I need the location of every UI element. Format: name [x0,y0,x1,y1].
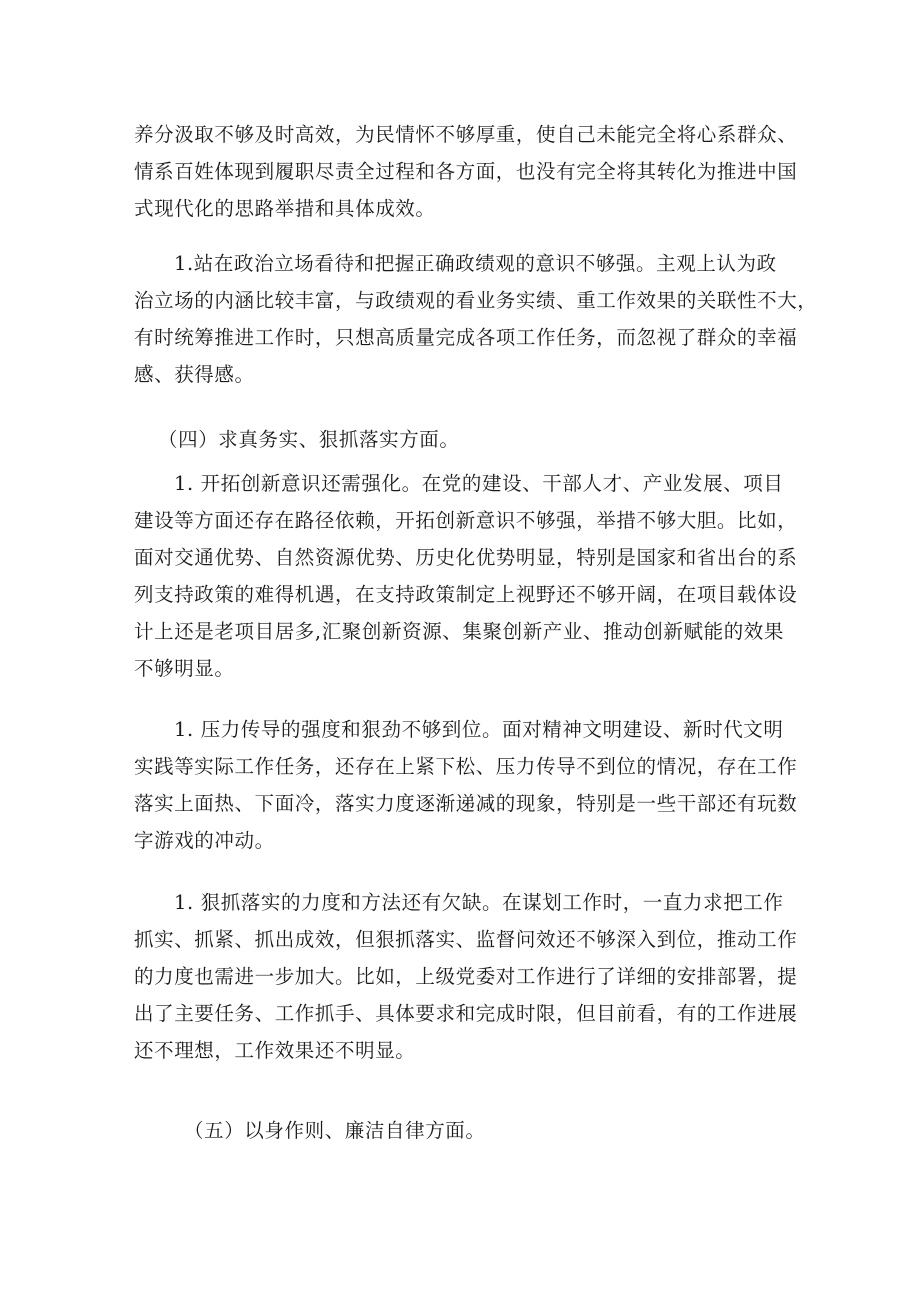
text-line: 抓实、抓紧、抓出成效，但狠抓落实、监督问效还不够深入到位，推动工作 [134,928,798,951]
text-line: 1.站在政治立场看待和把握正确政绩观的意识不够强。主观上认为政 [174,252,777,275]
text-line: 出了主要任务、工作抓手、具体要求和完成时限，但目前看，有的工作进展 [134,1002,798,1025]
paragraph-political-stance [134,245,818,393]
section-heading-5 [134,1112,794,1149]
text-line: 面对交通优势、自然资源优势、历史化优势明显，特别是国家和省出台的系 [134,546,798,569]
text-line: 养分汲取不够及时高效，为民情怀不够厚重，使自己未能完全将心系群众、 [134,123,798,146]
text-line: 的力度也需进一步加大。比如，上级党委对工作进行了详细的安排部署，提 [134,965,798,988]
text-line: 实践等实际工作任务，还存在上紧下松、压力传导不到位的情况，存在工作 [134,755,798,778]
section-heading-4 [134,421,794,458]
text-line: 列支持政策的难得机遇，在支持政策制定上视野还不够开阔，在项目载体设 [134,583,798,606]
text-line: 1. 狠抓落实的力度和方法还有欠缺。在谋划工作时，一直力求把工作 [174,891,784,914]
paragraph-pressure [134,711,798,859]
text-line: 1. 压力传导的强度和狠劲不够到位。面对精神文明建设、新时代文明 [174,718,784,741]
text-line: 建设等方面还存在路径依赖，开拓创新意识不够强，举措不够大胆。比如， [134,509,798,532]
paragraph-implementation [134,884,798,1069]
text-line: 不够明显。 [134,657,235,680]
text-line: 还不理想，工作效果还不明显。 [134,1039,416,1062]
text-line: 1. 开拓创新意识还需强化。在党的建设、干部人才、产业发展、项目 [174,472,784,495]
text-line: 字游戏的冲动。 [134,829,275,852]
text-line: 感、获得感。 [134,363,255,386]
paragraph-innovation [134,465,798,687]
paragraph-continuation [134,116,798,227]
text-line: 有时统筹推进工作时，只想高质量完成各项工作任务，而忽视了群众的幸福 [134,326,798,349]
text-line: 治立场的内涵比较丰富，与政绩观的看业务实绩、重工作效果的关联性不大， [134,289,818,312]
text-line: 落实上面热、下面冷，落实力度逐渐递减的现象，特别是一些干部还有玩数 [134,792,798,815]
text-line: 式现代化的思路举措和具体成效。 [134,197,436,220]
text-line: 情系百姓体现到履职尽责全过程和各方面，也没有完全将其转化为推进中国 [134,160,798,183]
text-line: （四）求真务实、狠抓落实方面。 [158,428,460,451]
text-line: （五）以身作则、廉洁自律方面。 [184,1119,486,1142]
text-line: 计上还是老项目居多,汇聚创新资源、集聚创新产业、推动创新赋能的效果 [134,620,784,643]
